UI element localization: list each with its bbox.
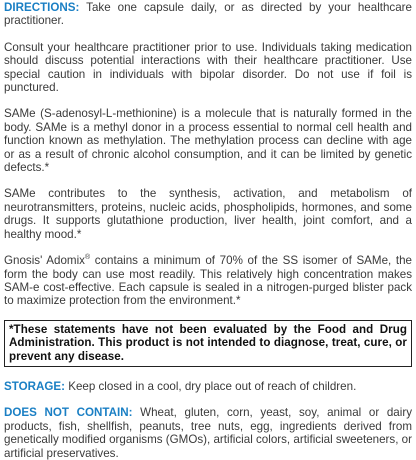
storage-label: STORAGE: <box>4 379 65 393</box>
adomix-text: contains a minimum of 70% of the SS isomer of SAMe, the form the body can use most readily. This relatively high concentration makes SAM-e cost-effective. Each capsule is sealed in a nitrogen-purged blister pack to maximize protection from the environment.* <box>4 254 412 308</box>
directions-label: DIRECTIONS: <box>4 1 80 14</box>
storage-text: Keep closed in a cool, dry place out of reach of children. <box>64 379 357 393</box>
adomix-paragraph <box>4 254 412 308</box>
consult-paragraph: Consult your healthcare practitioner prior to use. Individuals taking medication should discuss potential interactions with their healthcare practitioner. Use special caution in individuals with bipolar disorder. Do not use if foil is punctured. <box>4 40 412 95</box>
does-not-contain-paragraph <box>4 406 412 460</box>
directions-paragraph <box>4 1 412 28</box>
registered-mark: ® <box>84 254 91 262</box>
fda-disclaimer-box <box>4 320 412 367</box>
adomix-brand: Gnosis' Adomix <box>4 254 85 268</box>
fda-disclaimer-text: *These statements have not been evaluated by the Food and Drug Administration. This product is not intended to diagnose, treat, cure, or prevent any disease. <box>9 322 407 363</box>
same-intro-paragraph: SAMe (S-adenosyl-L-methionine) is a molecule that is naturally formed in the body. SAMe is a methyl donor in a process essential to normal cell health and function known as methylation. The methylation process can decline with age or as a result of chronic alcohol consumption, and it can be limited by genetic defects.* <box>4 107 412 175</box>
does-not-contain-label: DOES NOT CONTAIN: <box>4 406 133 420</box>
storage-paragraph <box>4 380 412 393</box>
same-contributes-paragraph: SAMe contributes to the synthesis, activation, and metabolism of neurotransmitters, proteins, nucleic acids, phospholipids, hormones, and some drugs. It supports glutathione production, liver health, joint comfort, and a healthy mood.* <box>4 187 412 241</box>
directions-text: Take one capsule daily, or as directed by your healthcare practitioner. <box>4 1 412 28</box>
does-not-contain-text: Wheat, gluten, corn, yeast, soy, animal or dairy products, fish, shellfish, peanuts, tree nuts, egg, ingredients derived from genetically modified organisms (GMOs), artificial colors, artificial sweeteners, or artificial preservatives. <box>4 406 412 460</box>
